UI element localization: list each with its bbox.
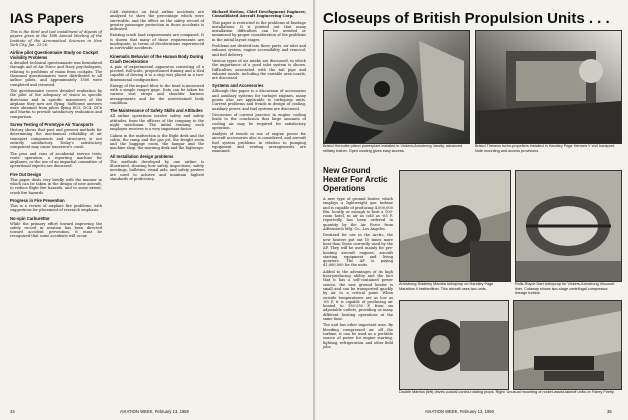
- column-2-paragraph: CAB statistics on fatal airline accidents are analyzed to show the percentage which were survivable, and the effect on the safety record of greater passenger protection in those accidents is indicated.: [110, 10, 204, 32]
- left-column-3: [212, 10, 306, 402]
- column-1-paragraph: This paper deals very briefly with the manner in which can be taken in the design of new aircraft, to reduce flight fire hazards, and to some extent, crash fire hazards.: [10, 177, 102, 195]
- article-body: [323, 197, 393, 349]
- column-2-paragraph: A pair of experimental apparatus consisting of a pivoted, full-scale, proportioned dummy and a sled capable of driving it to a stop was placed in a two-dimensional configuration.: [110, 64, 204, 82]
- photo-hercules-image: [324, 31, 469, 143]
- column-1-paragraph: A detailed technical questionnaire was formulated through aid of Air Force and Navy psychologists, relating to problems of vision from cockpits. The thousand questionnaires were distributed to all airline pilots, and approximately 1500 were completed and returned.: [10, 61, 102, 87]
- caption-mamba: Armstrong Siddeley Mamba turboprop on Handley Page Marathon II testbedliner. This aircraft uses two units.: [399, 282, 494, 291]
- left-column-2: [110, 10, 204, 402]
- right-article-column: [323, 160, 393, 349]
- column-1-paragraph: While the primary effort toward improving the safety record in aviation has been directed toward accident prevention, it must be recognized that some accidents will occur.: [10, 221, 102, 239]
- column-1-items: [10, 50, 102, 239]
- column-1-heading: Screw Testing of Prototype Air Transports: [10, 122, 94, 128]
- left-page-number: 34: [10, 409, 15, 414]
- left-page-title: IAS Papers: [10, 10, 84, 26]
- column-3-paragraph: Problems are divided into three parts: air inlet and exhaust system, engine accessibility and removal, and fuel delivery.: [212, 44, 306, 57]
- article-heading: New Ground Heater For Arctic Operations: [323, 166, 388, 193]
- column-2-paragraph: Existing crash load requirements are compared. It is shown that many of those requirements are inadequate, in terms of decelerations experienced in survivable accidents.: [110, 33, 204, 51]
- column-2-heading: All Installation design problems: [110, 153, 174, 159]
- column-1-paragraph: This is a review of airplane fire problems, with suggestions for placement of research emphasis.: [10, 203, 102, 213]
- article-paragraph: Added to the advantages of its high heat-producing ability and the fact that it has a self-contained power source, the new ground heater is small and can be transported quickly by air to a critical point. When outside temperatures are as low as -65 F, it is capable of producing air heated to 150-250 F, from six adjustable outlets, providing as many different heating operations at the same time.: [323, 269, 393, 322]
- right-page: [315, 0, 628, 420]
- photo-mamba-image: [400, 171, 510, 281]
- column-3-paragraph: Although this paper is a discussion of accessories and auxiliary systems for turbojet engines, many points also are applicable to turboprop units. Current problems and trends in design of cooling, auxiliary power, and fuel systems are discussed.: [212, 89, 306, 111]
- column-1-paragraph: History shows that past and present methods for determining the mechanical reliability of air transport components and structures is not entirely satisfactory. Today's satisfactory component may cause tomorrow's crash.: [10, 128, 102, 150]
- photo-double-mamba: [399, 300, 509, 390]
- column-1-heading: Airline pilot Questionnaire Study on Cockpit Visibility Problems: [10, 50, 98, 61]
- photo-rato-firefly: [513, 300, 622, 390]
- caption-theseus: Bristol Theseus turbo-propellers installed in Handley Page Hermes V civil transport. Note mounting and access provisions.: [475, 144, 616, 153]
- article-paragraph: Destined for use in the Arctic, the new heaters put out 10 times more heat than those currently used by the AF. They will be used mainly for pre-heating aircraft engines, aircraft starting equipment and living quarters. The AF is paying $1,000,000 for the units.: [323, 233, 393, 268]
- column-2-items: [110, 10, 204, 181]
- photo-hercules-installation: [323, 30, 470, 144]
- column-2-heading: The Maintenance of Safety Skills and Attitudes: [110, 108, 203, 114]
- column-2-paragraph: Energy of the impact blow to the head is measured with a simple ranger gage. Data can be taken for various seat straps and shoulder harness arrangements and for the unrestrained body condition.: [110, 83, 204, 106]
- column-3-paragraph: Various types of air intake are discussed, in which the importance of a good inlet system is shown. Difficulties associated with the tail pipe and exhaust nozzle, including the variable area nozzle, are discussed.: [212, 58, 306, 81]
- photo-dart-cutaway: [515, 170, 622, 282]
- column-3-intro: Richard Hutton, Chief Development Engineer, Consolidated Aircraft Engineering Corp.: [212, 10, 306, 19]
- column-1-heading: No-spin Carburettor: [10, 215, 50, 221]
- column-1-paragraph: The questionnaire covers detailed evaluation by the pilot of the adequacy of vision in specific directions and in specific maneuvers of the airplane they now are flying. Sufficient answers were obtained from pilots flying DC3, DC4, DC6 and Martin to provide satisfactory evaluation and comparison.: [10, 88, 102, 119]
- photo-rato-image: [514, 301, 621, 389]
- photo-mamba-marathon: [399, 170, 511, 282]
- column-2-paragraph: All airline operations involve safety and safety attitudes, from the officers of the company to the night watchman. The initial training each employee receives is a very important factor.: [110, 114, 204, 132]
- photo-dart-image: [516, 171, 621, 281]
- column-3-paragraph: Discussion of current practice in engine cooling leads to the conclusion that large amounts of cooling air may be required for satisfactory operation.: [212, 112, 306, 130]
- right-page-number: 35: [607, 409, 612, 414]
- column-3-heading: Systems and Accessories: [212, 83, 264, 89]
- column-3-paragraph: This paper is restricted to the problems of fuselage installations. It is pointed out that many installation difficulties can be avoided or minimized by proper consideration of the problems in the initial layout stages.: [212, 20, 306, 42]
- photo-double-mamba-image: [400, 301, 508, 389]
- intro-paragraph: This is the third and last installment of digests of papers given at the 18th Annual Meeting of the Institute of the Aeronautical Sciences in New York City, Jan. 23-26.: [10, 30, 102, 47]
- article-paragraph: The unit has other important uses. By bleeding compressed air off the turbine, it can be used as a portable source of power for engine starting, lighting, refrigeration, and other field jobs.: [323, 323, 393, 349]
- column-1-heading: Progress in Fire Prevention: [10, 197, 65, 203]
- photo-theseus-image: [476, 31, 621, 143]
- caption-hercules: Bristol Hercules piston powerplant installed in Vickers-Armstrong Varsity, advanced military trainer. Open cowling gives easy access.: [323, 144, 463, 153]
- left-footer-text: AVIATION WEEK, February 13, 1950: [120, 409, 189, 414]
- column-1-paragraph: The pros and cons of accidental service tests, route operation, a reporting machine for airplanes, or the use of an impartial committee of operational experts are discussed.: [10, 151, 102, 169]
- column-2-heading: Kinematic Behavior of the Human Body During Crash Deceleration: [110, 53, 204, 64]
- left-page: [0, 0, 313, 420]
- caption-dart: Rolls-Royce Dart turboprop for Vickers-Armstrong Viscount liner. Cutaway shows two-stage centrifugal compressor, lineage turbine.: [515, 282, 615, 296]
- right-page-title: Closeups of British Propulsion Units . . .: [323, 10, 610, 27]
- caption-double-mamba-rato: Double Mamba (left) drives coaxial contra-rotating props. Right: Unusual mounting of rocket-assist-takeoff units on Fairey Firefly.: [399, 390, 615, 394]
- article-paragraph: A new type of ground heater, which employs a lightweight gas turbine and is capable of producing 4,000,000 Btu. hourly, or enough to heat a 100-room hotel, in air as cold as -65 F, reportedly has been ordered in quantity by the Air Force from AiResearch Mfg. Co., Los Angeles.: [323, 197, 393, 232]
- left-column-1: [10, 30, 102, 402]
- column-1-heading: Fire Out Design: [10, 171, 42, 177]
- column-3-items: [212, 21, 306, 154]
- column-2-paragraph: Cabins in the midsection is the flight desk and the cabin, the ramp and the gas pit, the freight room and the baggage room, the hangar and the machine shop, the morning desk and the highways.: [110, 133, 204, 151]
- column-3-paragraph: Analysis of trends in use of engine power for aircraft accessories also is considered, and aircraft fuel system problems in relation to pumping equipment and venting arrangements are examined.: [212, 132, 306, 154]
- right-footer-text: AVIATION WEEK, February 13, 1950: [425, 409, 494, 414]
- column-2-paragraph: The methods developed by one airline is illustrated, showing how safety inspections, safety meetings, bulletins, visual aids, and safety posters are used to achieve and maintain highest standards of proficiency.: [110, 159, 204, 181]
- photo-theseus-installation: [475, 30, 622, 144]
